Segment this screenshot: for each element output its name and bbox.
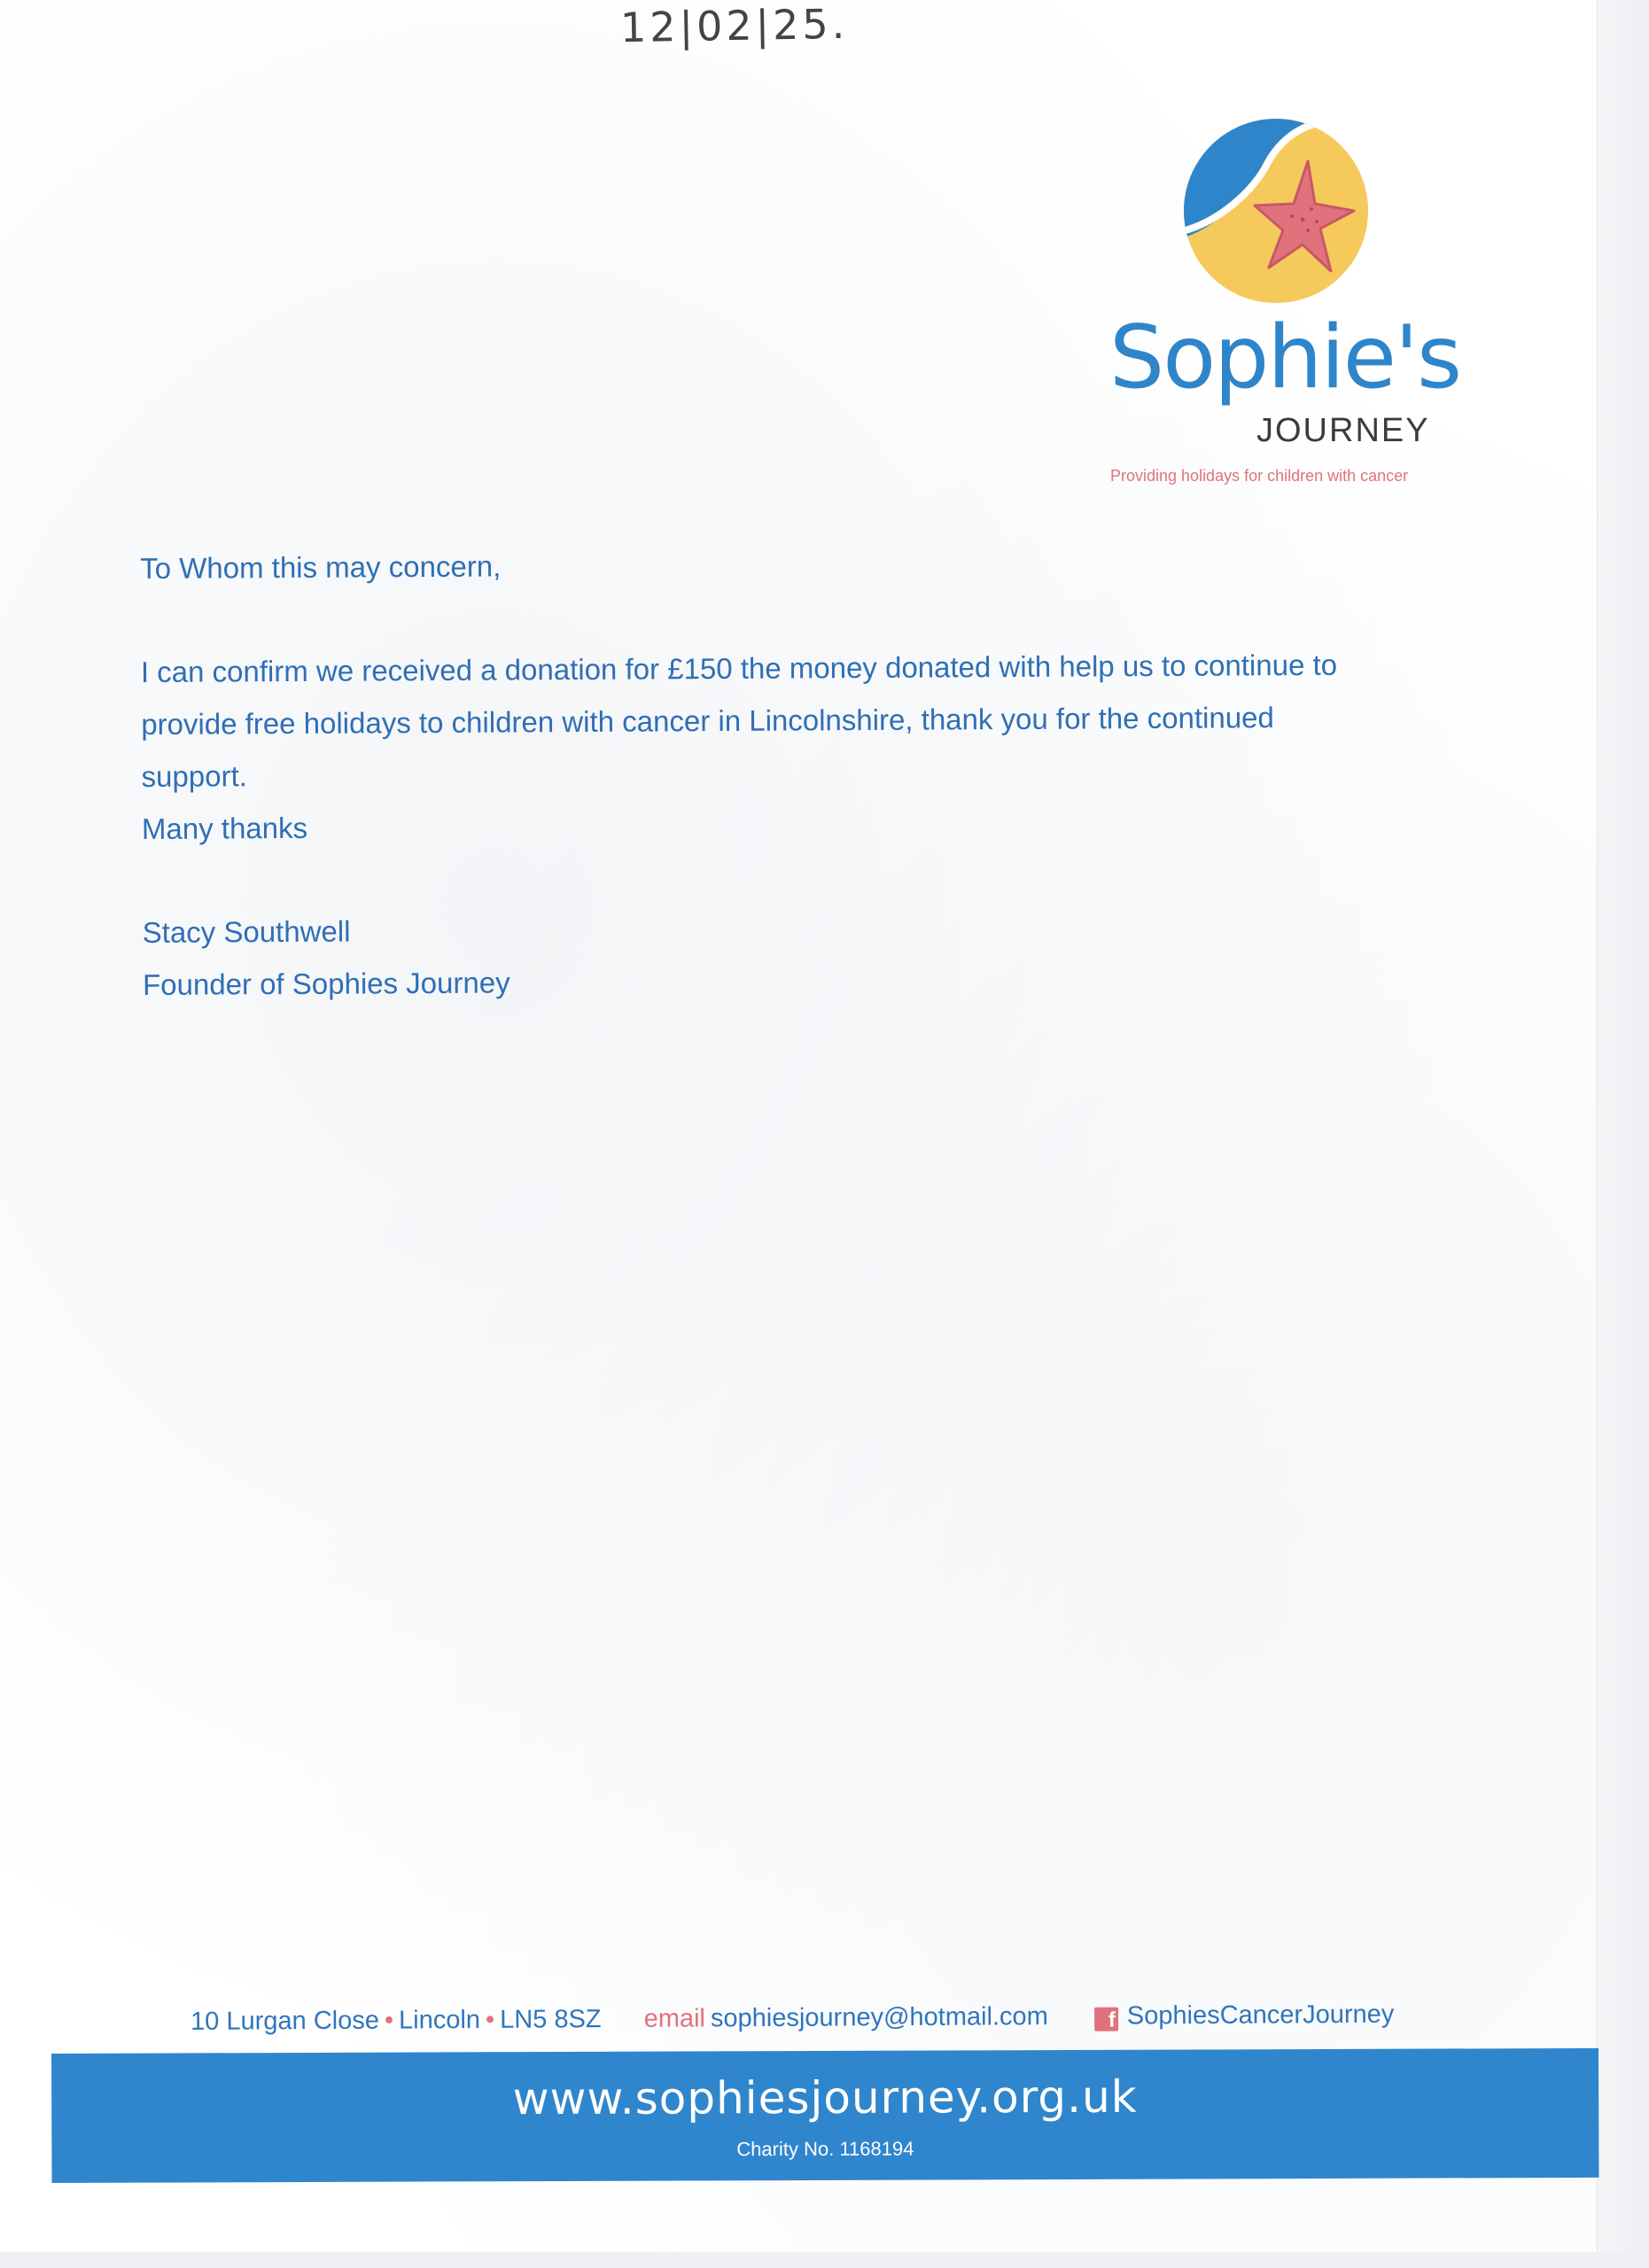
salutation: To Whom this may concern,	[140, 549, 502, 585]
signatory-title: Founder of Sophies Journey	[142, 966, 510, 1001]
address-postcode: LN5 8SZ	[500, 2005, 602, 2034]
separator-dot: •	[384, 2006, 394, 2035]
website-link[interactable]: www.sophiesjourney.org.uk	[512, 2070, 1138, 2125]
body-line: support.	[141, 759, 247, 793]
facebook-link[interactable]	[1094, 2000, 1395, 2031]
address-city: Lincoln	[398, 2006, 481, 2035]
logo-subtitle: JOURNEY	[1256, 412, 1430, 449]
body-line: provide free holidays to children with cancer in Lincolnshire, thank you for the continued	[141, 701, 1274, 741]
charity-number: Charity No. 1168194	[736, 2137, 914, 2161]
signatory-name: Stacy Southwell	[142, 914, 351, 949]
closing: Many thanks	[141, 811, 308, 845]
charity-logo	[1099, 102, 1461, 492]
handwritten-date: 12|02|25.	[619, 0, 849, 52]
email-address[interactable]: sophiesjourney@hotmail.com	[710, 2002, 1048, 2033]
separator-dot: •	[485, 2005, 495, 2034]
starfish-logo-icon	[1178, 106, 1373, 310]
scan-bottom-edge	[0, 2252, 1649, 2268]
letter-body	[140, 534, 1472, 1011]
facebook-icon: f	[1094, 2008, 1118, 2031]
logo-tagline: Providing holidays for children with cancer	[1110, 467, 1409, 485]
footer-band	[51, 2048, 1598, 2183]
email-label: email	[643, 2004, 706, 2033]
scan-edge	[1597, 0, 1649, 2268]
address-street: 10 Lurgan Close	[191, 2006, 380, 2036]
facebook-handle: SophiesCancerJourney	[1126, 2000, 1395, 2031]
paragraph-gap	[142, 847, 1471, 906]
footer-contacts	[191, 2000, 1475, 2037]
paragraph-gap	[140, 586, 1469, 646]
logo-name: Sophie's	[1109, 307, 1461, 408]
body-line: I can confirm we received a donation for £150 the money donated with help us to continue to	[140, 648, 1338, 688]
